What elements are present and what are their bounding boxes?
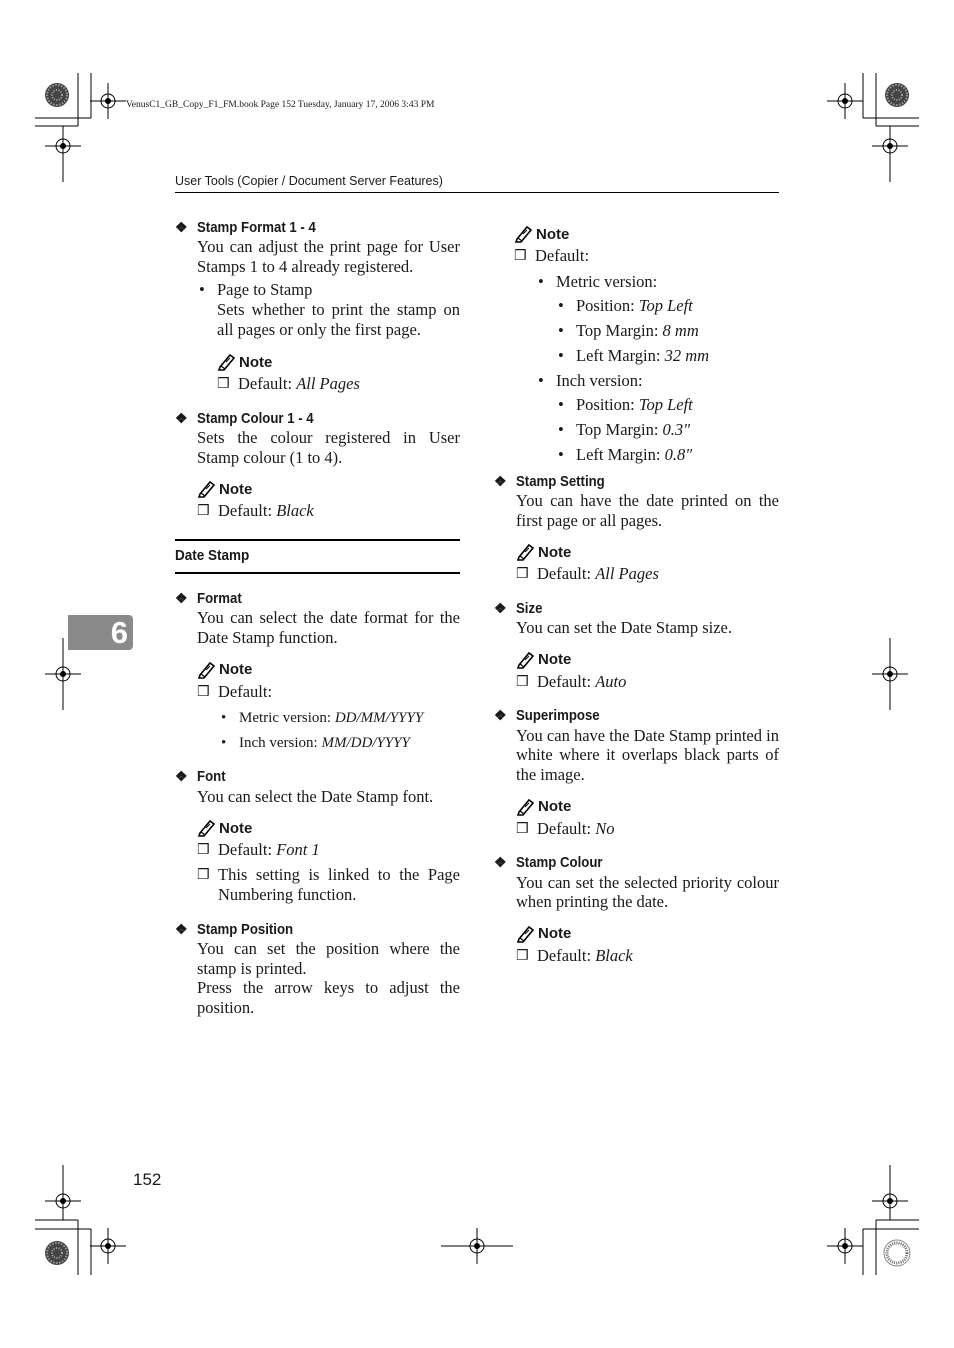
diamond-icon: ❖: [494, 854, 507, 871]
note-block: Note ❒ Default: No: [516, 798, 615, 838]
item-title: Superimpose: [516, 707, 600, 725]
stamp-colour-item: [494, 853, 779, 966]
note-block: Note ❒ Default: Black: [516, 925, 633, 965]
diamond-icon: ❖: [494, 472, 507, 489]
item-title: Size: [516, 599, 543, 617]
default-value: Black: [276, 501, 314, 521]
diamond-icon: ❖: [175, 768, 188, 785]
checkbox-icon: ❒: [514, 248, 527, 264]
checkbox-icon: ❒: [516, 673, 529, 690]
checkbox-icon: ❒: [197, 503, 210, 520]
note-block: Note ❒ Default: All Pages: [516, 543, 659, 584]
diamond-icon: ❖: [494, 599, 507, 616]
checkbox-icon: ❒: [197, 867, 210, 884]
note-label: Note: [239, 353, 273, 371]
checkbox-icon: ❒: [217, 376, 230, 393]
list-item: • Position: Top Left: [556, 296, 779, 316]
item-title: Stamp Position: [197, 920, 294, 938]
item-body: You can have the date printed on the first page or all pages.: [516, 491, 779, 530]
item-title: Stamp Colour: [516, 854, 603, 872]
default-value: All Pages: [595, 564, 659, 584]
list-item: • Top Margin: 8 mm: [556, 321, 779, 341]
item-body: You can set the selected priority colour when printing the date.: [516, 872, 779, 912]
note-block: Note ❒ Default: Black: [197, 480, 314, 521]
note-block: Note ❒ Default: • Metric version: DD/MM/YYYY • Inch version: MM/DD/YYYY: [197, 660, 460, 753]
list-item: • Position: Top Left: [556, 395, 779, 415]
item-body: You can select the date format for the Date Stamp function.: [197, 608, 460, 647]
note-label: Note: [538, 798, 572, 816]
list-item: • Page to Stamp Sets whether to print the stamp on all pages or only the first page.: [197, 280, 460, 340]
item-body: Sets the colour registered in User Stamp colour (1 to 4).: [197, 428, 460, 467]
checkbox-icon: ❒: [516, 820, 529, 837]
section-title: Date Stamp: [175, 547, 250, 565]
pencil-icon: [197, 661, 219, 679]
diamond-icon: ❖: [175, 409, 188, 426]
note-label: Note: [219, 661, 253, 679]
list-item: • Left Margin: 32 mm: [556, 346, 779, 366]
page-number: 152: [133, 1170, 162, 1189]
left-column: [175, 217, 460, 1032]
print-header: VenusC1_GB_Copy_F1_FM.book Page 152 Tuesday, January 17, 2006 3:43 PM: [126, 100, 435, 110]
item-title: Stamp Format 1 - 4: [197, 218, 316, 236]
note-block: Note ❒ Default: Auto: [516, 651, 627, 691]
stamp-setting-item: [494, 471, 779, 584]
inch-list: [556, 395, 779, 465]
list-item: • Inch version: MM/DD/YYYY: [219, 733, 460, 753]
pencil-icon: [516, 543, 538, 561]
format-item: [175, 588, 460, 752]
pencil-icon: [514, 225, 536, 243]
chapter-tab: 6: [68, 615, 133, 650]
diamond-icon: ❖: [175, 218, 188, 235]
pencil-icon: [197, 480, 219, 498]
list-item: • Metric version: • Position: Top Left • Top Margin: 8 mm • Left Margin: 32 mm: [536, 272, 779, 366]
note-label: Note: [538, 651, 572, 669]
date-stamp-section-header: [175, 539, 460, 574]
note-block: Note ❒ Default: Font 1 ❒ This setting is linked to the Page Numbering function.: [197, 819, 460, 905]
item-body: You can adjust the print page for User Stamps 1 to 4 already registered.: [197, 237, 460, 276]
checkbox-icon: ❒: [516, 947, 529, 964]
note-label: Note: [536, 225, 570, 243]
default-value: All Pages: [296, 374, 360, 394]
note-block: Note ❒ Default: All Pages: [217, 353, 360, 394]
item-body: Press the arrow keys to adjust the position.: [197, 978, 460, 1017]
item-title: Format: [197, 589, 242, 607]
item-title: Stamp Setting: [516, 472, 605, 490]
stamp-format-item: [175, 217, 460, 394]
note-label: Note: [219, 819, 253, 837]
item-title: Font: [197, 768, 226, 786]
pencil-icon: [197, 819, 219, 837]
default-value: No: [595, 818, 615, 838]
diamond-icon: ❖: [494, 707, 507, 724]
item-body: You can set the Date Stamp size.: [516, 618, 732, 638]
list-item: • Left Margin: 0.8": [556, 445, 779, 465]
metric-list: [556, 296, 779, 366]
checkbox-icon: ❒: [197, 842, 210, 859]
checkbox-icon: ❒: [197, 683, 210, 700]
note-block: Note ❒ Default: • Metric version: • Position: Top Left • Top Margin: 8 mm • Left Margin: 32 mm • Inch version: • Position: Top Left • Top Margin: 0.3" • Left Margin: 0.8": [514, 224, 779, 465]
note-label: Note: [538, 543, 572, 561]
default-value: Auto: [595, 671, 627, 691]
note-label: Note: [219, 480, 253, 498]
font-item: [175, 767, 460, 906]
list-item: • Inch version: • Position: Top Left • Top Margin: 0.3" • Left Margin: 0.8": [536, 371, 779, 465]
note-text: This setting is linked to the Page Numbering function.: [218, 865, 460, 905]
header-rule: [175, 192, 779, 193]
pencil-icon: [516, 798, 538, 816]
right-column: [494, 224, 779, 980]
pencil-icon: [516, 925, 538, 943]
item-body: You can set the position where the stamp is printed.: [197, 939, 460, 978]
list-item: • Top Margin: 0.3": [556, 420, 779, 440]
size-item: [494, 598, 779, 692]
diamond-icon: ❖: [175, 920, 188, 937]
section-rule: [175, 572, 460, 574]
diamond-icon: ❖: [175, 589, 188, 606]
pencil-icon: [217, 353, 239, 371]
stamp-colour-item: [175, 408, 460, 521]
item-body: You can select the Date Stamp font.: [197, 786, 434, 806]
item-title: Stamp Colour 1 - 4: [197, 409, 314, 427]
default-value: Black: [595, 945, 633, 965]
superimpose-item: [494, 706, 779, 839]
checkbox-icon: ❒: [516, 566, 529, 583]
list-item: • Metric version: DD/MM/YYYY: [219, 708, 460, 728]
stamp-position-item: [175, 919, 460, 1017]
note-label: Note: [538, 925, 572, 943]
item-body: You can have the Date Stamp printed in white where it overlaps black parts of the image.: [516, 725, 779, 784]
running-head: User Tools (Copier / Document Server Features): [175, 174, 443, 188]
default-value: Font 1: [276, 840, 320, 860]
pencil-icon: [516, 651, 538, 669]
